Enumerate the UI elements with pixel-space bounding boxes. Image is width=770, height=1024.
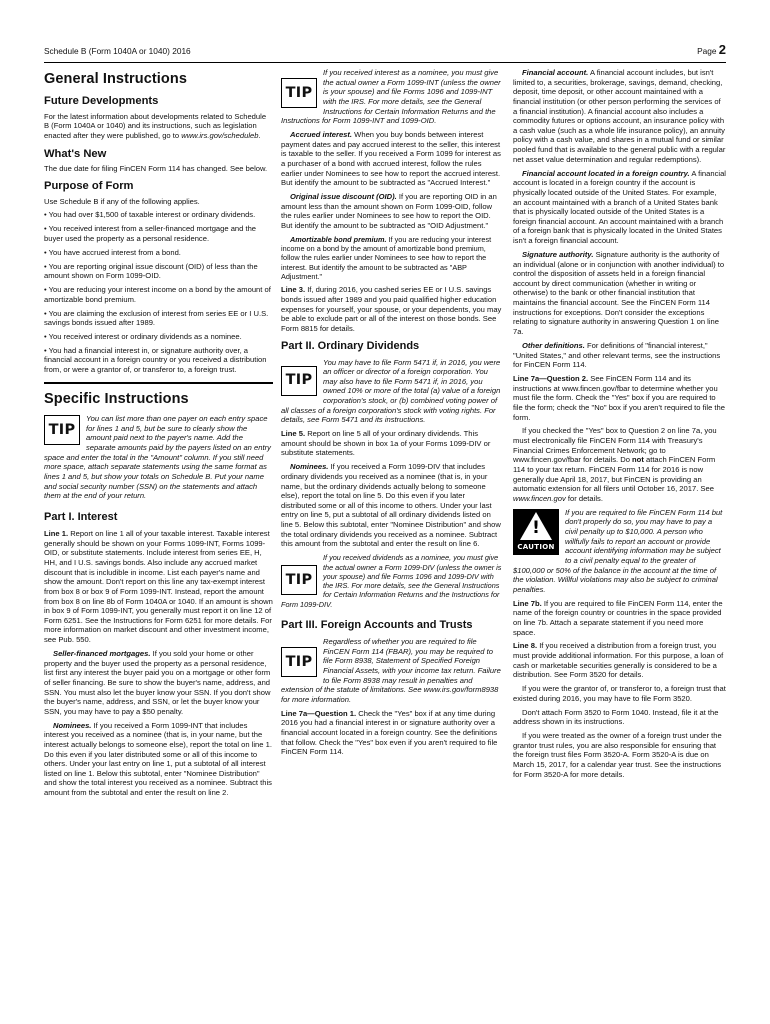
signature-authority-label: Signature authority. [522, 249, 594, 259]
caution-block [513, 508, 726, 595]
tip-div [281, 553, 502, 609]
amortizable-premium-text [281, 235, 502, 281]
line-1-text [44, 529, 273, 645]
other-definitions-text [513, 341, 726, 370]
tip-icon: TIP [44, 415, 80, 445]
accrued-interest-text [281, 130, 502, 188]
column-2 [281, 68, 502, 1024]
financial-account-text [513, 68, 726, 164]
nominees-dividend-body: If you received a Form 1099-DIV that includes ordinary dividends you received as a nominee (that is, in your name, but the ordinary dividends actually belong to someone else), report the total on line 5. Do this even if you later distributed some or all of this income to others. Under your last entry on line 5, put a subtotal of all ordinary dividends listed on line 5. Below this subtotal, enter "Nominee Distribution" and show the total ordinary dividends you received as a nominee. Subtract this amount from the subtotal and enter the result on line 6. [281, 462, 501, 549]
accrued-interest-body: When you buy bonds between interest payment dates and pay accrued interest to the seller, this interest is taxable to the seller. If you received a Form 1099 for interest as a purchaser of a bond with accrued interest, follow the rules earlier under Nominees to see how to report the accrued interest. But identify the amount to be subtracted as "Accrued Interest." [281, 130, 501, 188]
efile-text-2: attach FinCEN Form 114 to your tax return. FinCEN Form 114 for 2016 is now generally due April 18, 2017, but FinCEN is providing an automatic extension for all filers until October 16, 2017. See [513, 455, 716, 494]
tip-specific [44, 414, 273, 501]
line-7a-q1-body: Check the "Yes" box if at any time during 2016 you had a financial interest in or signature authority over a financial account located in a foreign country. See the definitions that follow. Check the "Yes" box even if you aren't required to file FinCEN Form 114. [281, 708, 498, 757]
tip-icon: TIP [281, 78, 317, 108]
fincen-link[interactable]: www.fincen.gov [513, 493, 566, 503]
page-number [697, 42, 726, 59]
caution-label: CAUTION [517, 542, 555, 551]
line-7a-q2-text [513, 374, 726, 422]
line-3-label: Line 3. [281, 285, 306, 295]
tip-fbar-text: Regardless of whether you are required to file FinCEN Form 114 (FBAR), you may be required to file Form 8938, Statement of Specified Foreign Financial Assets, with your income tax return. Failure to file Form 8938 may result in penalties and extension of the statute of limitations. See www.irs.gov/form8938 for more information. [281, 636, 501, 704]
line-7a-q1-text [281, 709, 502, 757]
other-definitions-body: For definitions of "financial interest," "United States," and other relevant terms, see the instructions for FinCEN Form 114. [513, 340, 721, 370]
caution-icon [513, 509, 559, 555]
oid-text [281, 192, 502, 231]
future-text: For the latest information about developments related to Schedule B (Form 1040A or 1040) and its instructions, such as legislation enacted after they were published, go to [44, 111, 267, 140]
whats-new-text: The due date for filing FinCEN Form 114 has changed. See below. [44, 163, 268, 173]
line-5-body: Report on line 5 all of your ordinary dividends. This amount should be shown in box 1a of your Forms 1099-DIV or substitute statements. [281, 429, 491, 458]
dont-attach-text: Don't attach Form 3520 to Form 1040. Instead, file it at the address shown in its instructions. [513, 707, 719, 727]
nominees-body: If you received a Form 1099-INT that includes interest you received as a nominee (that is, in your name, but the interest actually belongs to someone else), report the total on line 1. Do this even if you later distributed some or all of this income to others. Under your last entry on line 1, put a subtotal of all interest listed on line 1. Below this subtotal, enter "Nominee Distribution" and show the total interest you received as a nominee. Subtract this amount from the subtotal and enter the result on line 2. [44, 720, 272, 798]
nominees-dividend-label: Nominees. [290, 462, 329, 472]
bullet-item: • You received interest or ordinary dividends as a nominee. [44, 331, 242, 341]
scheduleb-link[interactable]: www.irs.gov/scheduleb [181, 130, 259, 140]
tip-nominee-text: If you received interest as a nominee, you must give the actual owner a Form 1099-INT (unless the owner is your spouse) and file Forms 1096 and 1099-INT with the IRS. For more details, see the General Instructions for Certain Information Returns and the Instructions for Form 1099-INT and 1099-OID. [281, 68, 501, 126]
line-7a-q2-label: Line 7a—Question 2. [513, 373, 589, 383]
line-8-label: Line 8. [513, 641, 538, 651]
bullet-item: • You had over $1,500 of taxable interest or ordinary dividends. [44, 210, 256, 220]
header-rule [44, 62, 726, 63]
signature-authority-body: Signature authority is the authority of an individual (alone or in conjunction with another individual) to control the disposition of assets held in a foreign financial account by direct communication (whether in writing or otherwise) to the bank or other financial institution that maintains the financial account. See the FinCEN Form 114 instructions for exceptions. Don't consider the exceptions relating to signature authority in answering Question 1 on line 7a. [513, 249, 725, 337]
heading-part-2-dividends: Part II. Ordinary Dividends [281, 339, 420, 352]
efile-end: for details. [567, 493, 603, 503]
heading-whats-new: What's New [44, 147, 107, 160]
efile-not: not [632, 455, 644, 465]
tip-fbar [281, 637, 502, 704]
line-5-label: Line 5. [281, 429, 306, 439]
other-definitions-label: Other definitions. [522, 340, 585, 350]
line-7a-q2-body: See FinCEN Form 114 and its instructions at www.fincen.gov/fbar to determine whether you must file the form. Check the "Yes" box if you are required to file the form; check the "No" box if you aren't required to file the form. [513, 373, 725, 422]
page-label: Page [697, 46, 717, 56]
tip-specific-text: You can list more than one payer on each entry space for lines 1 and 5, but be sure to clearly show the amount paid next to the payer's name. Add the separate amounts paid by the payers listed on an entry space and enter the total in the "Amount" column. If you still need more space, attach separate statements using the same format as lines 1 and 5, but show your totals on Schedule B. Put your name and social security number (SSN) on the statements and attach them at the end of your return. [44, 414, 271, 501]
exclamation-icon: ! [532, 517, 540, 538]
heading-part-1-interest: Part I. Interest [44, 511, 118, 524]
line-3-text [281, 285, 502, 333]
seller-financed-body: If you sold your home or other property and the buyer used the property as a personal residence, list first any interest the buyer paid you on a mortgage or other form of seller financing. Be sure to show the buyer's name, address, and SSN. You must also let the buyer know your SSN. If you don't show the buyer's name, address, and SSN, or let the buyer know your SSN, you may have to pay a $50 penalty. [44, 648, 271, 716]
owner-text: If you were treated as the owner of a foreign trust under the grantor trust rules, you are also responsible for ensuring that the foreign trust files Form 3520-A. Form 3520-A is due on March 15, 2017, for a calendar year trust. See the instructions for Form 3520-A for more details. [513, 731, 722, 779]
bullet-item: • You are reducing your interest income on a bond by the amount of amortizable bond premium. [44, 285, 271, 304]
heading-part-3-foreign: Part III. Foreign Accounts and Trusts [281, 619, 473, 632]
tip-icon: TIP [281, 565, 317, 595]
future-developments-text: For the latest information about developments related to Schedule B (Form 1040A or 1040) and its instructions, such as legislation enacted after they were published, go to www.irs.gov/scheduleb. [44, 111, 267, 140]
line-7a-q1-label: Line 7a—Question 1. [281, 708, 357, 718]
seller-financed-text [44, 649, 273, 716]
financial-account-label: Financial account. [522, 68, 589, 77]
tip-5471 [281, 358, 502, 425]
amortizable-premium-label: Amortizable bond premium. [290, 234, 387, 244]
line-5-text [281, 429, 502, 458]
tip-icon: TIP [281, 647, 317, 677]
column-3 [513, 68, 726, 1024]
financial-account-body: A financial account includes, but isn't limited to, a securities, brokerage, savings, demand, checking, deposit, time deposit, or other account maintained with a financial institution (or other person performing the services of a financial institution). A financial account also includes a commodity futures or options account, an insurance policy with a cash value (such as a whole life insurance policy), an annuity policy with a cash value, and shares in a mutual fund or similar pooled fund that is available to the general public with a regular net asset value determination and regular redemptions). [513, 68, 726, 164]
bullet-item: • You received interest from a seller-financed mortgage and the buyer used the property as a personal residence. [44, 224, 257, 243]
foreign-account-label: Financial account located in a foreign country. [522, 168, 690, 178]
caution-text: If you are required to file FinCEN Form 114 but don't properly do so, you may have to pay a civil penalty up to $10,000. A person who willfully fails to report an account or provide account identifying information may be subject to a civil penalty equal to the greater of $100,000 or 50% of the balance in the account at the time of the violation. Willful violations may also be subject to criminal penalties. [513, 507, 723, 594]
line-7b-body: If you are required to file FinCEN Form 114, enter the name of the foreign country or countries in the space provided on line 7b. Attach a separate statement if you need more space. [513, 598, 723, 637]
accrued-interest-label: Accrued interest. [290, 130, 353, 140]
tip-nominee [281, 68, 502, 126]
bullet-item: • You are reporting original issue discount (OID) of less than the amount shown on Form 1099-OID. [44, 261, 258, 281]
bullet-item: • You are claiming the exclusion of interest from series EE or I U.S. savings bonds issued after 1989. [44, 308, 269, 328]
line-1-label: Line 1. [44, 529, 69, 539]
line-3-body: If, during 2016, you cashed series EE or I U.S. savings bonds issued after 1989 and you paid qualified higher education expenses for yourself, your spouse, or your dependents, you may be able to exclude part or all of the interest on those bonds. See Form 8815 for details. [281, 285, 502, 333]
nominees-dividend-text [281, 462, 502, 549]
line-7b-text [513, 599, 726, 638]
heading-specific-instructions: Specific Instructions [44, 390, 189, 407]
oid-body: If you are reporting OID in an amount less than the amount shown on Form 1099-OID, follow the rules earlier under Nominees to see how to report the OID. But identify the amount to be subtracted as "OID Adjustment." [281, 192, 497, 230]
tip-5471-text: You may have to file Form 5471 if, in 2016, you were an officer or director of a foreign corporation. You may also have to file Form 5471 if, in 2016, you owned 10% or more of the total (a) value of a foreign corporation's stock, or (b) combined voting power of all classes of a foreign corporation's stock with voting rights. For details, see Form 5471 and its instructions. [281, 357, 501, 425]
grantor-text: If you were the grantor of, or transferor to, a foreign trust that existed during 2016, you may have to file Form 3520. [513, 684, 726, 703]
page-number-value: 2 [718, 42, 726, 57]
oid-label: Original issue discount (OID). [290, 192, 397, 202]
section-rule [44, 382, 273, 384]
line-8-body: If you received a distribution from a foreign trust, you must provide additional information. For this purpose, a loan of cash or marketable securities generally is considered to be a distribution. See Form 3520 for details. [513, 641, 724, 680]
page-header [44, 42, 726, 59]
heading-future-developments: Future Developments [44, 95, 159, 108]
line-7b-label: Line 7b. [513, 598, 542, 608]
tip-div-text: If you received dividends as a nominee, you must give the actual owner a Form 1099-DIV (unless the owner is your spouse) and file Forms 1096 and 1099-DIV with the IRS. For more details, see the General Instructions for Certain Information Returns and the Instructions for Form 1099-DIV. [281, 553, 502, 609]
nominees-interest-text [44, 721, 273, 798]
foreign-account-text [513, 169, 726, 246]
amortizable-premium-body: If you are reducing your interest income on a bond by the amount of amortizable bond premium, follow the rules earlier under Nominees to see how to report the interest. But identify the amount to be subtracted as "ABP Adjustment." [281, 234, 492, 281]
purpose-intro: Use Schedule B if any of the following applies. [44, 196, 200, 206]
efile-text [513, 426, 726, 503]
line-8-text [513, 641, 726, 680]
signature-authority-text [513, 250, 726, 337]
heading-general-instructions: General Instructions [44, 71, 188, 87]
column-1 [44, 68, 273, 1024]
bullet-item: • You had a financial interest in, or signature authority over, a financial account in a foreign country or you received a distribution from, or were a grantor of, or transferor to, a foreign trust. [44, 345, 267, 375]
tip-icon: TIP [281, 366, 317, 396]
heading-purpose-of-form: Purpose of Form [44, 180, 134, 193]
bullet-item: • You have accrued interest from a bond. [44, 247, 181, 257]
foreign-account-body: A financial account is located in a foreign country if the account is physically located outside of the United States. For example, an account maintained with a branch of a United States bank that is physically located outside of the United States is a foreign financial account. An account maintained with a branch of a foreign bank that is physically located in the United States isn't a foreign financial account. [513, 168, 726, 246]
form-title: Schedule B (Form 1040A or 1040) 2016 [44, 46, 191, 56]
line-1-body: Report on line 1 all of your taxable interest. Taxable interest generally should be shown on your Forms 1099-INT, Forms 1099-OID, or substitute statements. Include interest from series EE, H, HH, and I U.S. savings bonds. Also include any accrued market discount that is includible in income. List each payer's name and show the amount. Don't report on this line any tax-exempt interest from box 8 or box 9 of Form 1099-INT. Instead, report the amount from box 8 on line 8b of Form 1040A or 1040. If an amount is shown in box 9 of Form 1099-INT, you generally must report it on line 12 of Form 6251. See the Instructions for Form 6251 for more details. For more information on market discount and other investment income, see Pub. 550. [44, 529, 273, 645]
nominees-label: Nominees. [53, 720, 92, 730]
seller-financed-label: Seller-financed mortgages. [53, 648, 151, 658]
efile-text-1: If you checked the "Yes" box to Question 2 on line 7a, you must electronically file FinCEN Form 114 with Treasury's Financial Crimes Enforcement Network; go to www.fincen.gov/fbar for details. Do [513, 426, 717, 465]
